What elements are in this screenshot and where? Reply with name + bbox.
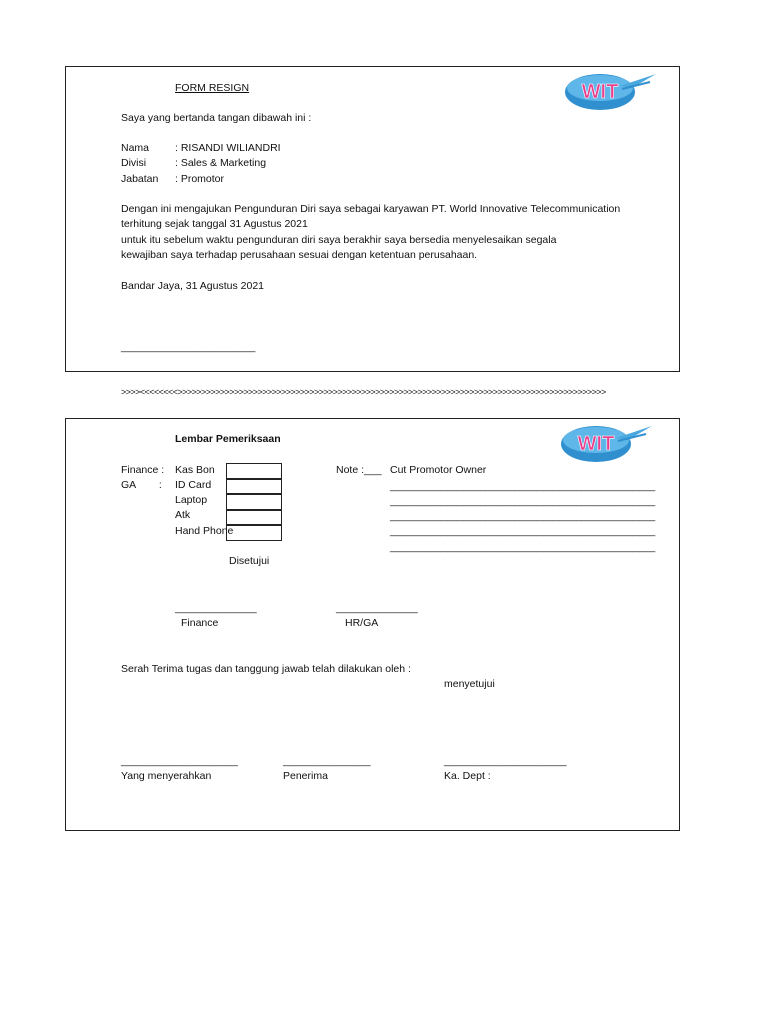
- note-line-2: _______________________________________________: [390, 495, 656, 507]
- body-line-2: terhitung sejak tanggal 31 Agustus 2021: [121, 218, 308, 230]
- intro-text: Saya yang bertanda tangan dibawah ini :: [121, 112, 312, 124]
- field-label-divisi: Divisi: [121, 157, 147, 169]
- note-line-3: _______________________________________________: [390, 510, 656, 522]
- signature-line: _______________________: [121, 341, 256, 353]
- giver-signature-label: Yang menyerahkan: [121, 770, 212, 782]
- svg-text:WIT: WIT: [581, 81, 619, 103]
- hrga-signature-label: HR/GA: [345, 617, 379, 629]
- body-line-4: kewajiban saya terhadap perusahaan sesuai dengan ketentuan perusahaan.: [121, 249, 478, 261]
- wit-logo: [560, 68, 660, 114]
- checkbox-hand-phone[interactable]: [226, 525, 282, 541]
- field-value-jabatan: : Promotor: [175, 173, 225, 185]
- handover-text: Serah Terima tugas dan tanggung jawab telah dilakukan oleh :: [121, 663, 411, 675]
- approved-label: Disetujui: [229, 555, 270, 567]
- field-value-divisi: : Sales & Marketing: [175, 157, 267, 169]
- cut-separator: >>>><<<<<<<<>>>>>>>>>>>>>>>>>>>>>>>>>>>>>>>>>>>>>>>>>>>>>>>>>>>>>>>>>>>>>>>>>>>>>>>>>>>>>>>>>>>>>>>>>>>: [121, 387, 606, 397]
- body-line-3: untuk itu sebelum waktu pengunduran diri saya berakhir saya bersedia menyelesaikan segala: [121, 234, 557, 246]
- giver-signature-line: ____________________: [121, 755, 238, 767]
- hrga-signature-line: ______________: [336, 602, 418, 614]
- receiver-signature-label: Penerima: [283, 770, 328, 782]
- item-id-card: ID Card: [175, 479, 212, 491]
- note-line-1: _______________________________________________: [390, 480, 656, 492]
- wit-logo: [556, 420, 656, 466]
- checkbox-kas-bon[interactable]: [226, 463, 282, 479]
- item-atk: Atk: [175, 509, 191, 521]
- body-line-1: Dengan ini mengajukan Pengunduran Diri saya sebagai karyawan PT. World Innovative Telecommunication: [121, 203, 621, 215]
- form-title: FORM RESIGN: [175, 82, 250, 94]
- note-line-4: _______________________________________________: [390, 525, 656, 537]
- receiver-signature-line: _______________: [283, 755, 371, 767]
- item-laptop: Laptop: [175, 494, 208, 506]
- checkbox-laptop[interactable]: [226, 494, 282, 510]
- finance-label: Finance :: [121, 464, 165, 476]
- field-value-nama: : RISANDI WILIANDRI: [175, 142, 281, 154]
- inspection-title: Lembar Pemeriksaan: [175, 433, 281, 445]
- field-label-nama: Nama: [121, 142, 150, 154]
- place-date: Bandar Jaya, 31 Agustus 2021: [121, 280, 265, 292]
- item-hand-phone: Hand Phone: [175, 525, 234, 537]
- dept-signature-label: Ka. Dept :: [444, 770, 491, 782]
- note-value: Cut Promotor Owner: [390, 464, 487, 476]
- note-line-5: _______________________________________________: [390, 541, 656, 553]
- agree-label: menyetujui: [444, 678, 495, 690]
- dept-signature-line: _____________________: [444, 755, 567, 767]
- finance-signature-line: ______________: [175, 602, 257, 614]
- ga-label: GA :: [121, 479, 162, 491]
- field-label-jabatan: Jabatan: [121, 173, 159, 185]
- finance-signature-label: Finance: [181, 617, 219, 629]
- svg-text:WIT: WIT: [577, 433, 615, 455]
- checkbox-id-card[interactable]: [226, 479, 282, 495]
- item-kas-bon: Kas Bon: [175, 464, 215, 476]
- checkbox-atk[interactable]: [226, 510, 282, 526]
- note-label: Note :___: [336, 464, 382, 476]
